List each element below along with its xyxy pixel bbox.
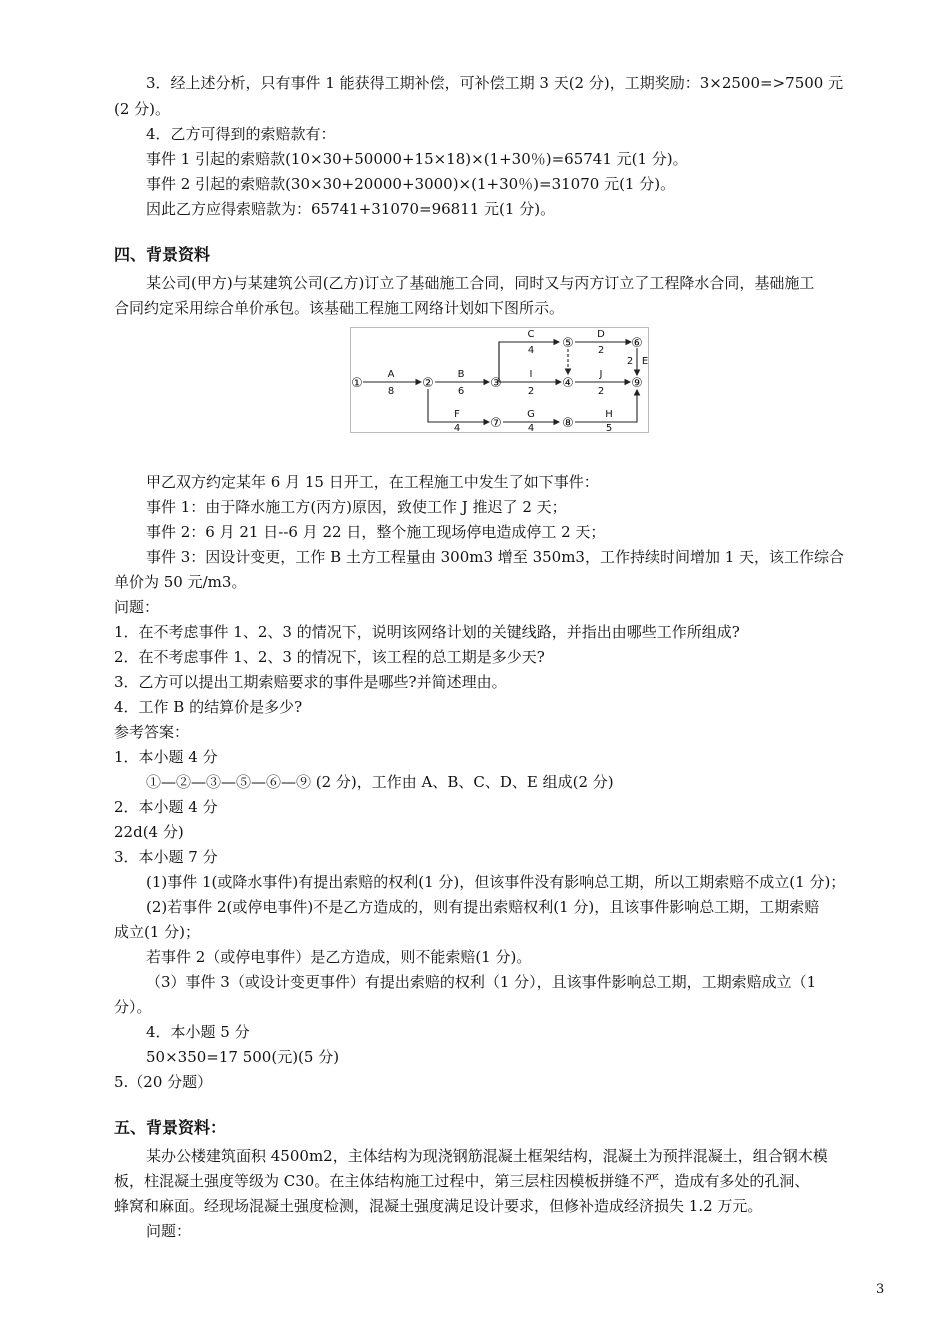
text-line: 3．经上述分析，只有事件 1 能获得工期补偿，可补偿工期 3 天(2 分)，工期奖励：3×2500=>7500 元 [146, 74, 844, 92]
activity-label: C [527, 329, 535, 340]
activity-duration: 5 [605, 423, 613, 432]
activity-label: B [457, 369, 465, 380]
text-line: (2)若事件 2(或停电事件)不是乙方造成的，则有提出索赔权利(1 分)，且该事件影响总工期，工期索赔 [146, 898, 820, 916]
activity-label: E [641, 356, 648, 367]
text-line: (2 分)。 [114, 100, 171, 118]
text-line: 3．乙方可以提出工期索赔要求的事件是哪些?并简述理由。 [114, 673, 507, 691]
activity-duration: 2 [597, 345, 605, 356]
text-line: 1．在不考虑事件 1、2、3 的情况下，说明该网络计划的关键线路，并指出由哪些工作所组成? [114, 623, 740, 641]
text-line: 分）。 [114, 998, 152, 1016]
activity-label: A [387, 369, 395, 380]
text-line: 成立(1 分)； [114, 923, 201, 941]
text-line: （3）事件 3（或设计变更事件）有提出索赔的权利（1 分），且该事件影响总工期，工期索赔成立（1 [146, 973, 817, 991]
text-line: (1)事件 1(或降水事件)有提出索赔的权利(1 分)，但该事件没有影响总工期，所以工期索赔不成立(1 分)； [146, 873, 846, 891]
text-line: 22d(4 分) [114, 823, 184, 841]
activity-duration: 6 [457, 386, 465, 397]
activity-label: G [527, 409, 535, 420]
text-line: 合同约定采用综合单价承包。该基础工程施工网络计划如下图所示。 [114, 299, 565, 317]
network-node: ⑤ [562, 336, 574, 351]
text-line: 事件 3：因设计变更，工作 B 土方工程量由 300m3 增至 350m3，工作持续时间增加 1 天，该工作综合 [146, 548, 845, 566]
text-line: 4．本小题 5 分 [146, 1023, 250, 1041]
page-number: 3 [876, 1282, 885, 1297]
network-diagram [350, 327, 649, 433]
text-line: 若事件 2（或停电事件）是乙方造成，则不能索赔(1 分)。 [146, 948, 532, 966]
text-line: 参考答案： [114, 723, 190, 741]
text-line: 甲乙双方约定某年 6 月 15 日开工，在工程施工中发生了如下事件： [146, 473, 599, 491]
text-line: ①—②—③—⑤—⑥—⑨ (2 分)，工作由 A、B、C、D、E 组成(2 分) [146, 773, 614, 791]
activity-label: J [599, 369, 603, 380]
network-node: ② [422, 376, 434, 391]
text-line: 蜂窝和麻面。经现场混凝土强度检测，混凝土强度满足设计要求，但修补造成经济损失 1.2 万元。 [114, 1197, 763, 1215]
network-node: ⑥ [631, 336, 643, 351]
text-line: 板，柱混凝土强度等级为 C30。在主体结构施工过程中，第三层柱因模板拼缝不严，造成有多处的孔洞、 [114, 1172, 810, 1190]
network-diagram-svg [351, 328, 648, 432]
text-line: 事件 1：由于降水施工方(丙方)原因，致使工作 J 推迟了 2 天； [146, 498, 567, 516]
activity-duration: 4 [527, 345, 535, 356]
activity-duration: 2 [527, 386, 535, 397]
activity-duration: 2 [597, 386, 605, 397]
activity-label: D [597, 329, 605, 340]
text-line: 因此乙方应得索赔款为：65741+31070=96811 元(1 分)。 [146, 200, 556, 218]
network-node: ⑦ [490, 416, 502, 431]
text-line: 事件 2 引起的索赔款(30×30+20000+3000)×(1+30％)=31070 元(1 分)。 [146, 175, 676, 193]
activity-label: I [529, 369, 533, 380]
network-node: ⑧ [562, 416, 574, 431]
text-line: 事件 2：6 月 21 日--6 月 22 日，整个施工现场停电造成停工 2 天； [146, 523, 606, 541]
activity-duration: 8 [387, 386, 395, 397]
network-node: ④ [562, 376, 574, 391]
text-line: 50×350=17 500(元)(5 分) [146, 1048, 340, 1066]
text-line: 事件 1 引起的索赔款(10×30+50000+15×18)×(1+30％)=65741 元(1 分)。 [146, 150, 688, 168]
section-heading-5: 五、背景资料： [114, 1118, 227, 1137]
text-line: 2．在不考虑事件 1、2、3 的情况下，该工程的总工期是多少天? [114, 648, 545, 666]
activity-duration: 4 [527, 423, 535, 432]
network-node: ① [351, 376, 363, 391]
text-line: 4．工作 B 的结算价是多少? [114, 698, 303, 716]
section-heading-4: 四、背景资料 [114, 245, 211, 264]
text-line: 5.（20 分题） [114, 1073, 213, 1091]
text-line: 问题： [114, 598, 160, 616]
network-node: ③ [490, 376, 502, 391]
text-line: 某公司(甲方)与某建筑公司(乙方)订立了基础施工合同，同时又与丙方订立了工程降水合同，基础施工 [146, 274, 815, 292]
text-line: 2．本小题 4 分 [114, 798, 218, 816]
network-node: ⑨ [631, 376, 643, 391]
activity-label: H [605, 409, 613, 420]
activity-label: F [454, 409, 460, 420]
text-line: 问题： [146, 1222, 192, 1240]
text-line: 1．本小题 4 分 [114, 748, 218, 766]
text-line: 4．乙方可得到的索赔款有： [146, 125, 336, 143]
text-line: 单价为 50 元/m3。 [114, 573, 247, 591]
activity-duration: 2 [626, 356, 634, 367]
text-line: 某办公楼建筑面积 4500m2，主体结构为现浇钢筋混凝土框架结构，混凝土为预拌混凝土，组合钢木模 [146, 1147, 828, 1165]
activity-duration: 4 [453, 423, 461, 432]
text-line: 3．本小题 7 分 [114, 848, 218, 866]
